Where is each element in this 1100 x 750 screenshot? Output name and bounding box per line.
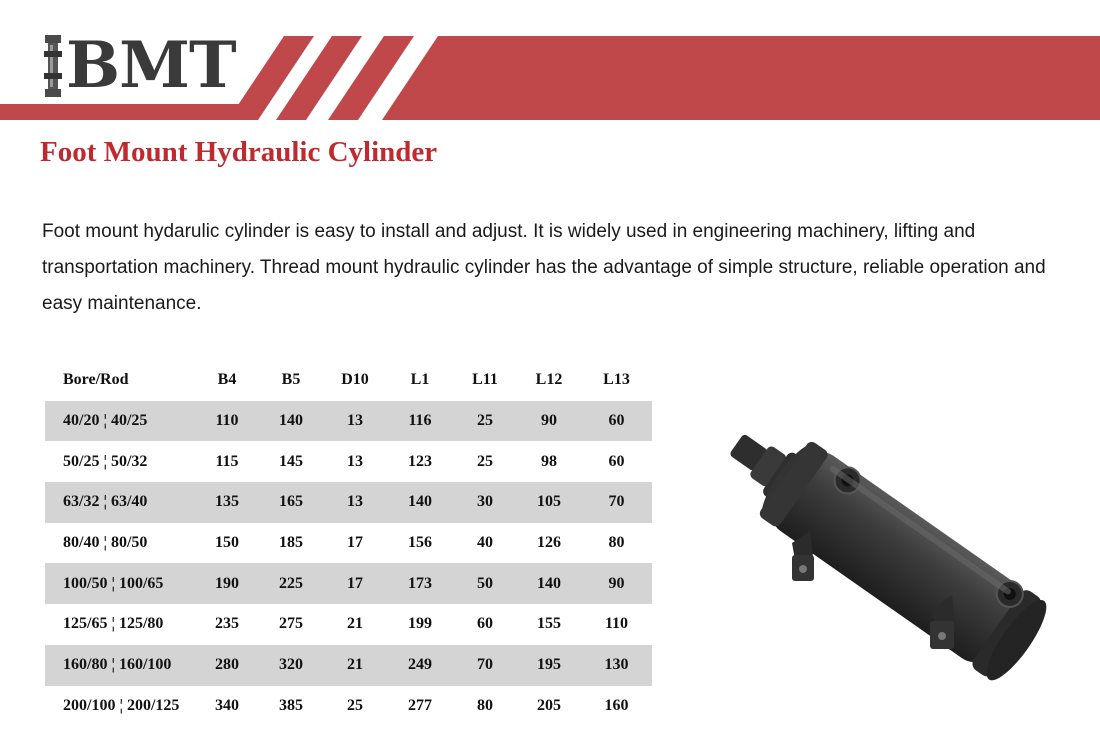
cylinder-body — [709, 405, 1056, 685]
cell-l1: 277 — [408, 696, 432, 714]
cell-b5: 320 — [279, 656, 303, 674]
cell-bore-rod: 80/40 ¦ 80/50 — [63, 534, 148, 552]
cell-b5: 140 — [279, 412, 303, 430]
cell-l11: 25 — [477, 412, 493, 430]
cell-b4: 110 — [215, 412, 239, 430]
cell-d10: 21 — [347, 615, 363, 633]
cell-bore-rod: 100/50 ¦ 100/65 — [63, 574, 164, 592]
table-row — [45, 441, 652, 482]
piston-icon — [42, 33, 64, 99]
brand-logo-text: BMT — [66, 28, 236, 103]
cell-b5: 165 — [279, 493, 303, 511]
cell-l1: 173 — [408, 574, 432, 592]
cell-l11: 40 — [477, 534, 493, 552]
cell-l12: 98 — [541, 452, 557, 470]
cell-l12: 105 — [537, 493, 561, 511]
cell-l11: 30 — [477, 493, 493, 511]
cell-l11: 60 — [477, 615, 493, 633]
brand-logo — [42, 30, 236, 102]
cell-l13: 90 — [608, 574, 625, 592]
cell-d10: 13 — [347, 452, 363, 470]
cell-l11: 80 — [477, 696, 493, 714]
cell-l1: 249 — [408, 656, 432, 674]
header-l11: L11 — [472, 371, 498, 389]
banner-main-band — [382, 36, 1100, 120]
header-b4: B4 — [217, 371, 237, 389]
header-l1: L1 — [410, 371, 430, 389]
header-bore-rod: Bore/Rod — [63, 371, 129, 389]
product-description: Foot mount hydarulic cylinder is easy to install and adjust. It is widely used in engineering machinery, lifting and transportation machinery. Thread mount hydraulic cylinder has the advantage of simple structure, reliable operation and easy maintenance. — [42, 221, 1046, 314]
header-row — [45, 360, 652, 401]
table-row — [45, 523, 652, 564]
cell-l12: 195 — [537, 656, 561, 674]
specs-table — [45, 360, 652, 726]
cell-l11: 70 — [477, 656, 493, 674]
banner-base-band — [0, 104, 246, 120]
cell-bore-rod: 63/32 ¦ 63/40 — [63, 493, 148, 511]
cell-l11: 50 — [477, 574, 493, 592]
cell-b5: 185 — [279, 534, 303, 552]
cell-l13: 70 — [608, 493, 625, 511]
cell-l13: 60 — [608, 452, 625, 470]
table-row — [45, 604, 652, 645]
cell-b5: 225 — [279, 574, 303, 592]
cell-d10: 13 — [347, 412, 363, 430]
cell-b4: 340 — [215, 696, 239, 714]
hydraulic-cylinder-image — [700, 395, 1070, 685]
specs-table-header — [45, 360, 652, 401]
cell-d10: 25 — [347, 696, 363, 714]
cell-l13: 110 — [604, 615, 629, 633]
cell-l1: 199 — [408, 615, 432, 633]
header-d10: D10 — [341, 371, 369, 389]
cell-l12: 205 — [537, 696, 561, 714]
cell-l11: 25 — [477, 452, 493, 470]
cell-b4: 190 — [215, 574, 239, 592]
table-row — [45, 482, 652, 523]
cell-l12: 155 — [537, 615, 561, 633]
cell-bore-rod: 40/20 ¦ 40/25 — [63, 412, 148, 430]
header-b5: B5 — [281, 371, 301, 389]
table-row — [45, 645, 652, 686]
cell-bore-rod: 50/25 ¦ 50/32 — [63, 452, 148, 470]
page-title: Foot Mount Hydraulic Cylinder — [40, 136, 438, 168]
cell-l13: 130 — [604, 656, 629, 674]
cell-b5: 145 — [279, 452, 303, 470]
cell-l1: 140 — [408, 493, 432, 511]
cell-l13: 80 — [608, 534, 625, 552]
table-row — [45, 686, 652, 727]
cell-b4: 280 — [215, 656, 239, 674]
cell-b4: 235 — [215, 615, 239, 633]
cell-l12: 90 — [541, 412, 557, 430]
cell-b4: 135 — [215, 493, 239, 511]
header-l13: L13 — [603, 371, 630, 389]
cell-b5: 385 — [279, 696, 303, 714]
cell-d10: 13 — [347, 493, 363, 511]
cell-d10: 17 — [347, 574, 363, 592]
cell-l13: 60 — [608, 412, 625, 430]
cell-l12: 126 — [537, 534, 561, 552]
cell-l1: 123 — [408, 452, 432, 470]
cell-b4: 115 — [215, 452, 239, 470]
cell-l1: 116 — [408, 412, 432, 430]
cell-bore-rod: 125/65 ¦ 125/80 — [63, 615, 164, 633]
table-row — [45, 401, 652, 442]
header-l12: L12 — [535, 371, 563, 389]
cell-l1: 156 — [408, 534, 432, 552]
cell-bore-rod: 160/80 ¦ 160/100 — [63, 656, 172, 674]
cell-b5: 275 — [279, 615, 303, 633]
cell-bore-rod: 200/100 ¦ 200/125 — [63, 696, 180, 714]
cell-d10: 21 — [347, 656, 363, 674]
cell-b4: 150 — [215, 534, 239, 552]
cell-d10: 17 — [347, 534, 363, 552]
cell-l12: 140 — [537, 574, 561, 592]
table-row — [45, 563, 652, 604]
specs-table-body — [45, 401, 652, 727]
cell-l13: 160 — [604, 696, 629, 714]
